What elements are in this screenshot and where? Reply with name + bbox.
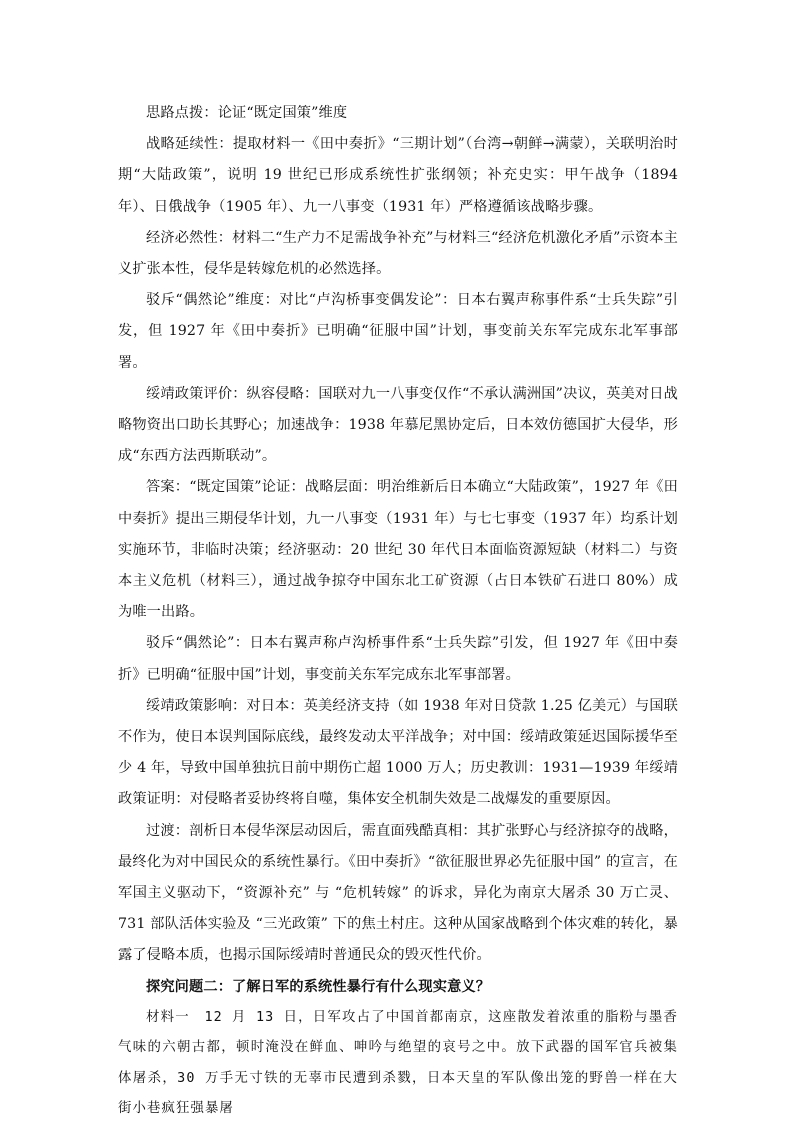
document-body	[118, 98, 678, 1125]
paragraph-refute-accident: 驳斥“偶然论”：日本右翼声称卢沟桥事件系“士兵失踪”引发，但 1927 年《田中奏折》已明确“征服中国”计划，事变前关东军完成东北军事部署。	[118, 635, 678, 683]
hint-heading: 思路点拨：论证“既定国策”维度	[146, 105, 348, 121]
paragraph-appeasement-impact: 绥靖政策影响：对日本：英美经济支持（如 1938 年对日贷款 1.25 亿美元）与国联不作为，使日本误判国际底线，最终发动太平洋战争；对中国：绥靖政策延迟国际援华至少 4 年，导致中国单独抗日前中期伤亡超 1000 万人；历史教训：1931—1939 年绥靖政策证明：对侵略者妥协终将自噬，集体安全机制失效是二战爆发的重要原因。	[118, 697, 678, 808]
paragraph-transition: 过渡：剖析日本侵华深层动因后，需直面残酷真相：其扩张野心与经济掠夺的战略，最终化为对中国民众的系统性暴行。《田中奏折》“欲征服世界必先征服中国” 的宣言，在军国主义驱动下，“资源补充” 与 “危机转嫁” 的诉求，异化为南京大屠杀 30 万亡灵、731 部队活体实验及 “三光政策” 下的焦土村庄。这种从国家战略到个体灾难的转化，暴露了侵略本质，也揭示国际绥靖时普通民众的毁灭性代价。	[118, 822, 678, 964]
paragraph-economic-necessity: 经济必然性：材料二“生产力不足需战争补充”与材料三“经济危机激化矛盾”示资本主义扩张本性，侵华是转嫁危机的必然选择。	[118, 229, 678, 278]
inquiry-question-two: 探究问题二：了解日军的系统性暴行有什么现实意义？	[146, 978, 491, 995]
paragraph-answer: 答案：“既定国策”论证：战略层面：明治维新后日本确立“大陆政策”，1927 年《田中奏折》提出三期侵华计划，九一八事变（1931 年）与七七事变（1937 年）均系计划实施环节，非临时决策；经济驱动：20 世纪 30 年代日本面临资源短缺（材料二）与资本主义危机（材料三），通过战争掠夺中国东北工矿资源（占日本铁矿石进口 80%）成为唯一出路。	[118, 479, 678, 621]
paragraph-strategic-continuity: 战略延续性：提取材料一《田中奏折》“三期计划”（台湾→朝鲜→满蒙），关联明治时期“大陆政策”，说明 19 世纪已形成系统性扩张纲领；补充史实：甲午战争（1894 年）、日俄战争（1905 年）、九一八事变（1931 年）严格遵循该战略步骤。	[118, 136, 678, 215]
paragraph-refute-accident-dimension: 驳斥“偶然论”维度：对比“卢沟桥事变偶发论”：日本右翼声称事件系“士兵失踪”引发，但 1927 年《田中奏折》已明确“征服中国”计划，事变前关东军完成东北军事部署。	[118, 292, 678, 371]
material-one-excerpt: 材料一 12 月 13 日，日军攻占了中国首都南京，这座散发着浓重的脂粉与墨香气味的六朝古都，顿时淹没在鲜血、呻吟与绝望的哀号之中。放下武器的国军官兵被集体屠杀，30 万手无寸铁的无辜市民遭到杀戮，日本天皇的军队像出笼的野兽一样在大街小巷疯狂强暴屠	[118, 1009, 678, 1117]
paragraph-appeasement-evaluation: 绥靖政策评价：纵容侵略：国联对九一八事变仅作“不承认满洲国”决议，英美对日战略物资出口助长其野心；加速战争：1938 年慕尼黑协定后，日本效仿德国扩大侵华，形成“东西方法西斯联动”。	[118, 385, 678, 465]
